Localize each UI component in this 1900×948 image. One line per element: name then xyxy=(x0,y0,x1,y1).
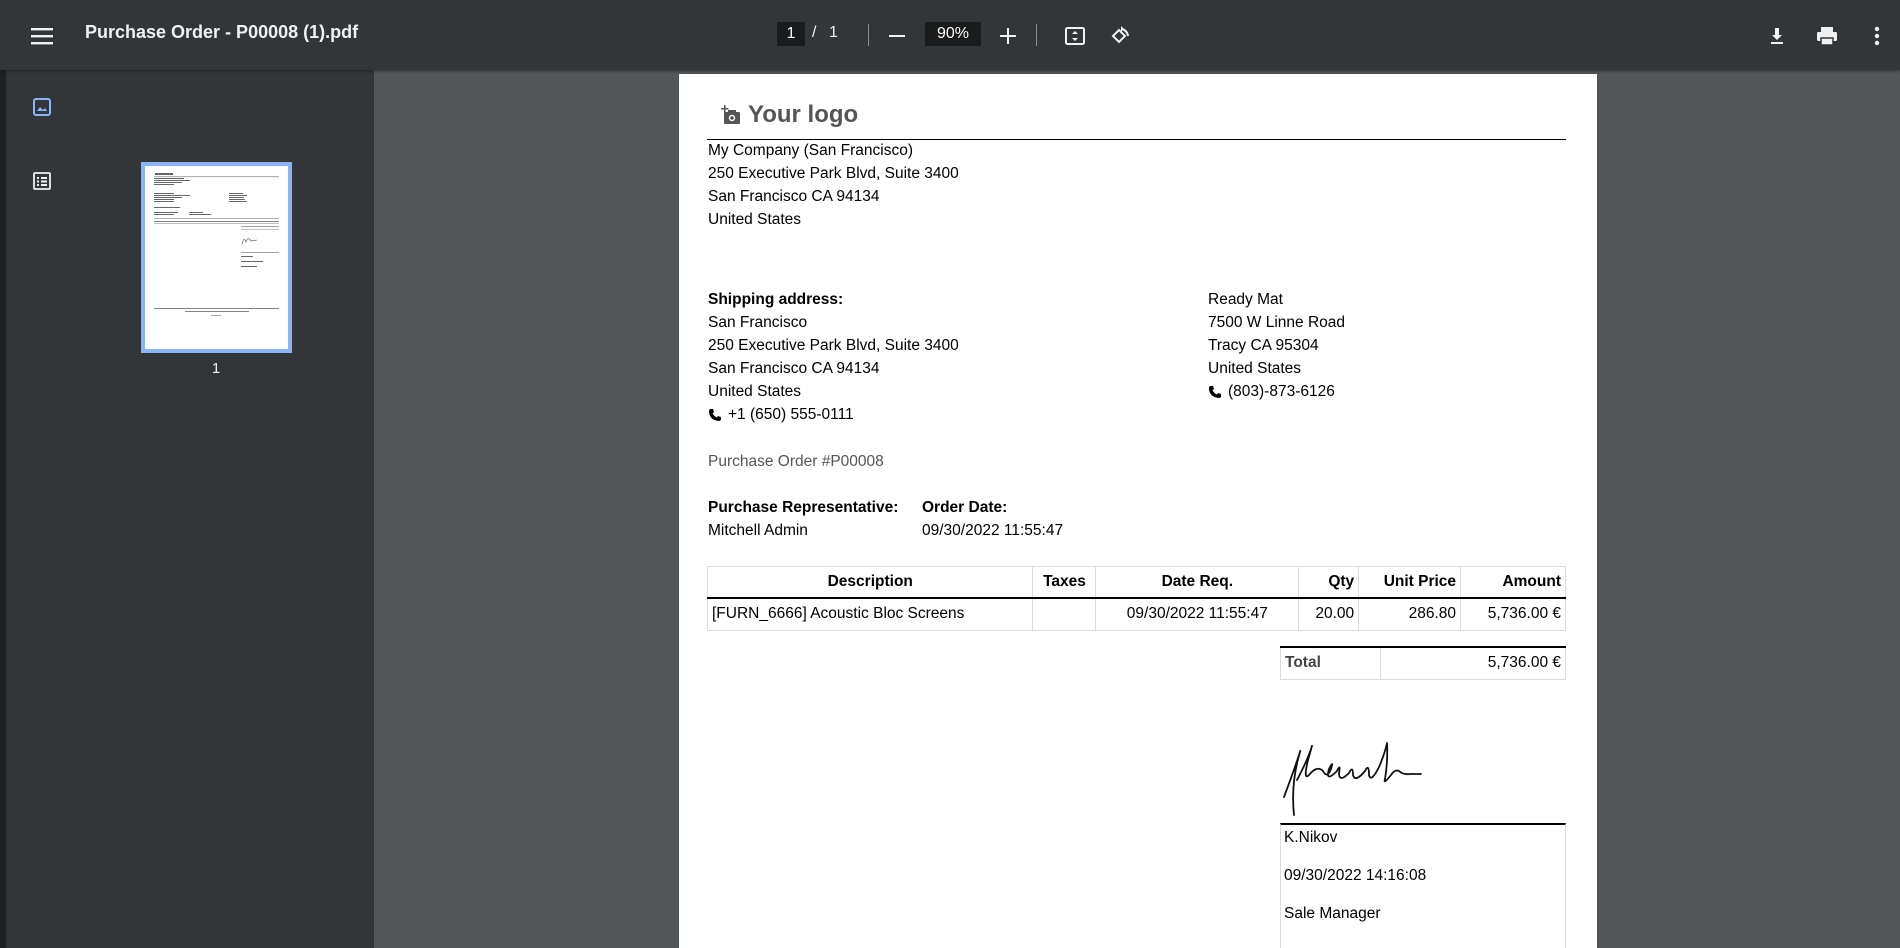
vendor-country: United States xyxy=(1208,360,1302,377)
thumbnail-page-label: 1 xyxy=(211,360,221,377)
thumbnail-sidebar xyxy=(6,70,374,948)
vendor-city: Tracy CA 95304 xyxy=(1208,337,1319,354)
fit-to-page-icon[interactable] xyxy=(1060,21,1090,51)
total-value: 5,736.00 € xyxy=(1381,647,1566,679)
logo-text: Your logo xyxy=(748,101,859,128)
company-city: San Francisco CA 94134 xyxy=(708,188,880,205)
column-header: Amount xyxy=(1461,567,1566,598)
camera-icon xyxy=(719,104,741,126)
order-lines-table xyxy=(707,566,1566,631)
table-cell: 286.80 xyxy=(1359,598,1461,631)
phone-icon xyxy=(708,408,722,422)
column-header: Date Req. xyxy=(1096,567,1299,598)
total-label: Total xyxy=(1281,647,1381,679)
rep-value: Mitchell Admin xyxy=(708,522,808,539)
shipping-phone-row xyxy=(708,403,854,426)
rotate-icon[interactable] xyxy=(1105,21,1135,51)
table-cell: 5,736.00 € xyxy=(1461,598,1566,631)
column-header: Qty xyxy=(1299,567,1359,598)
page-thumbnail[interactable] xyxy=(141,162,292,353)
zoom-out-icon[interactable] xyxy=(883,22,911,50)
pdf-toolbar xyxy=(0,0,1900,70)
signer-name: K.Nikov xyxy=(1284,829,1338,846)
download-icon[interactable] xyxy=(1762,21,1792,51)
company-logo xyxy=(719,101,858,129)
menu-icon[interactable] xyxy=(24,18,60,54)
table-row xyxy=(708,598,1566,631)
table-cell: [FURN_6666] Acoustic Bloc Screens xyxy=(708,598,1033,631)
zoom-in-icon[interactable] xyxy=(994,22,1022,50)
more-options-icon[interactable] xyxy=(1862,21,1892,51)
po-title: Purchase Order #P00008 xyxy=(708,453,884,470)
company-name: My Company (San Francisco) xyxy=(708,142,914,159)
table-cell xyxy=(1033,598,1096,631)
vendor-name: Ready Mat xyxy=(1208,291,1283,308)
toolbar-divider xyxy=(1036,24,1037,46)
outline-view-icon[interactable] xyxy=(27,166,57,196)
vendor-phone: (803)-873-6126 xyxy=(1228,383,1335,400)
column-header: Description xyxy=(708,567,1033,598)
shipping-street: 250 Executive Park Blvd, Suite 3400 xyxy=(708,337,959,354)
company-street: 250 Executive Park Blvd, Suite 3400 xyxy=(708,165,959,182)
page-separator: / xyxy=(812,24,817,41)
document-title: Purchase Order - P00008 (1).pdf xyxy=(85,22,359,42)
vendor-street: 7500 W Linne Road xyxy=(1208,314,1346,331)
signature-date: 09/30/2022 14:16:08 xyxy=(1284,867,1427,884)
thumbnail-view-icon[interactable] xyxy=(27,92,57,122)
shipping-phone: +1 (650) 555-0111 xyxy=(728,406,854,423)
shipping-city: San Francisco CA 94134 xyxy=(708,360,880,377)
table-cell: 20.00 xyxy=(1299,598,1359,631)
total-table xyxy=(1280,646,1566,680)
total-row xyxy=(1281,647,1566,679)
toolbar-divider xyxy=(868,24,869,46)
table-header-row xyxy=(708,567,1566,598)
page-number-input[interactable]: 1 xyxy=(777,22,805,46)
shipping-country: United States xyxy=(708,383,802,400)
phone-icon xyxy=(1208,385,1222,399)
print-icon[interactable] xyxy=(1812,21,1842,51)
signature-box xyxy=(1280,823,1566,948)
pdf-page xyxy=(679,74,1597,948)
shipping-name: San Francisco xyxy=(708,314,808,331)
signer-role: Sale Manager xyxy=(1284,905,1381,922)
vendor-phone-row xyxy=(1208,380,1335,403)
column-header: Taxes xyxy=(1033,567,1096,598)
shipping-heading: Shipping address: xyxy=(708,291,844,308)
column-header: Unit Price xyxy=(1359,567,1461,598)
company-country: United States xyxy=(708,211,802,228)
page-thumbnail-preview xyxy=(145,166,288,349)
rep-label: Purchase Representative: xyxy=(708,499,899,516)
signature-image xyxy=(1279,725,1449,817)
order-date-value: 09/30/2022 11:55:47 xyxy=(922,522,1064,539)
zoom-input[interactable]: 90% xyxy=(925,22,981,46)
page-total: 1 xyxy=(829,24,838,41)
order-date-label: Order Date: xyxy=(922,499,1008,516)
table-cell: 09/30/2022 11:55:47 xyxy=(1096,598,1299,631)
